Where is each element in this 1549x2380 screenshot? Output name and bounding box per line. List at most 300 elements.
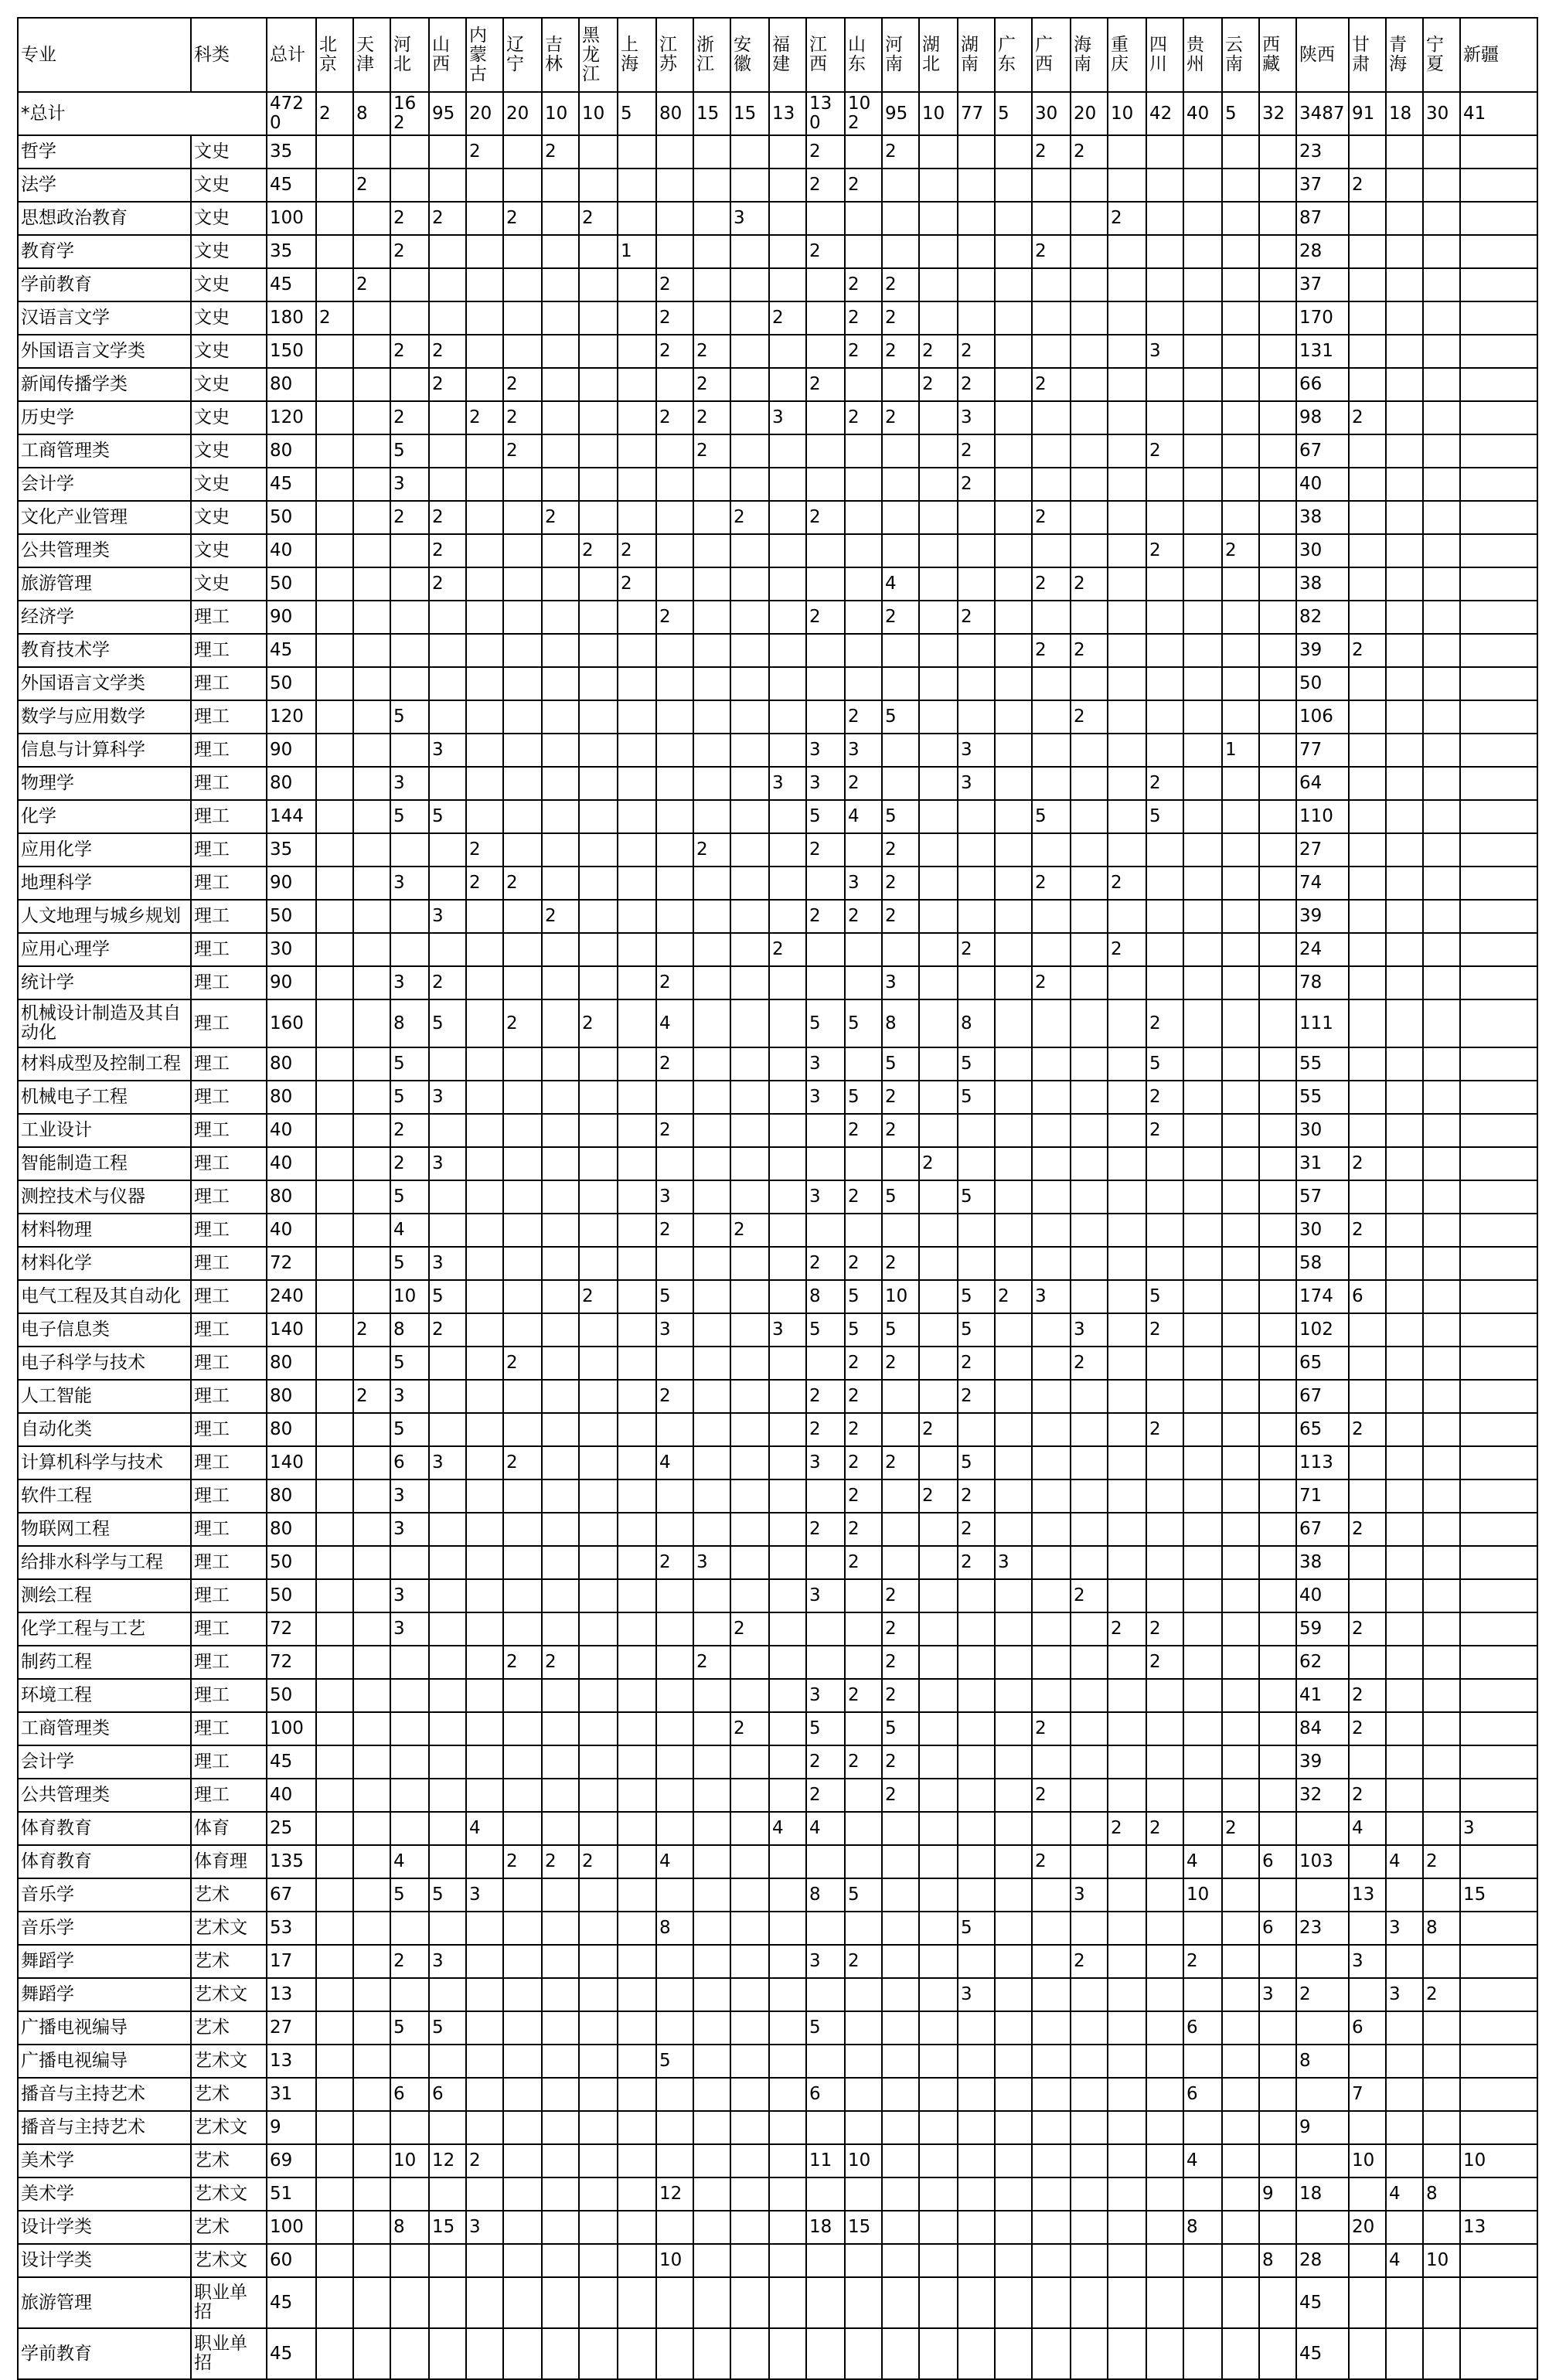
province-cell (730, 900, 769, 933)
province-cell (1259, 468, 1296, 501)
province-cell: 2 (429, 1313, 466, 1347)
province-cell (882, 2211, 919, 2244)
province-cell (919, 567, 958, 601)
province-cell (958, 301, 995, 335)
province-cell (618, 1313, 656, 1347)
category-cell: 理工 (191, 1114, 267, 1147)
province-cell: 8 (1423, 2177, 1460, 2211)
summary-province-cell: 20 (503, 92, 542, 135)
province-cell (1349, 501, 1386, 534)
province-cell (919, 1612, 958, 1646)
province-cell (466, 1347, 503, 1380)
province-cell (542, 634, 579, 667)
province-cell: 3 (1146, 335, 1183, 368)
province-cell: 8 (390, 2211, 429, 2244)
province-cell: 3 (806, 767, 845, 800)
province-cell (1108, 501, 1146, 534)
province-cell (995, 1114, 1032, 1147)
province-cell (316, 1878, 353, 1912)
province-cell: 2 (466, 135, 503, 169)
province-cell: 2 (390, 401, 429, 434)
province-cell: 2 (882, 1347, 919, 1380)
province-cell: 8 (1296, 2045, 1349, 2078)
summary-province-cell: 15 (693, 92, 730, 135)
province-cell (1108, 1280, 1146, 1313)
major-cell: 电子科学与技术 (18, 1347, 191, 1380)
province-cell (656, 933, 693, 966)
category-cell: 理工 (191, 1779, 267, 1812)
header-province: 陕西 (1296, 18, 1349, 92)
province-cell: 3 (769, 401, 806, 434)
province-cell (995, 999, 1032, 1047)
province-cell (958, 1612, 995, 1646)
province-cell (503, 1679, 542, 1712)
province-cell (769, 501, 806, 534)
major-cell: 人工智能 (18, 1380, 191, 1413)
province-cell (995, 202, 1032, 235)
province-cell (579, 2211, 618, 2244)
province-cell (882, 2045, 919, 2078)
province-cell (845, 434, 882, 468)
major-cell: 公共管理类 (18, 1779, 191, 1812)
province-cell (466, 667, 503, 700)
province-cell (1183, 1147, 1222, 1180)
province-cell: 3 (806, 1679, 845, 1712)
province-cell (1349, 1745, 1386, 1779)
province-cell (656, 1812, 693, 1845)
province-cell: 5 (806, 1313, 845, 1347)
province-cell (466, 1546, 503, 1579)
province-cell (693, 1712, 730, 1745)
province-cell (1222, 169, 1259, 202)
province-cell (618, 1114, 656, 1147)
province-cell (353, 867, 390, 900)
category-cell: 理工 (191, 966, 267, 999)
province-cell (1222, 767, 1259, 800)
province-cell (995, 1745, 1032, 1779)
province-cell (806, 1114, 845, 1147)
province-cell (1296, 2144, 1349, 2177)
province-cell (1259, 235, 1296, 268)
province-cell (1259, 1878, 1296, 1912)
province-cell (919, 767, 958, 800)
province-cell: 84 (1296, 1712, 1349, 1745)
province-cell (1183, 1646, 1222, 1679)
province-cell: 2 (693, 833, 730, 867)
province-cell: 3 (429, 900, 466, 933)
province-cell (316, 1513, 353, 1546)
header-province: 内蒙古 (466, 18, 503, 92)
province-cell (316, 1646, 353, 1679)
province-cell (769, 667, 806, 700)
province-cell (1108, 1845, 1146, 1878)
province-cell (1032, 1745, 1071, 1779)
province-cell: 6 (1183, 2011, 1222, 2045)
province-cell (1146, 1446, 1183, 1479)
province-cell (618, 335, 656, 368)
province-cell (1222, 900, 1259, 933)
province-cell (1349, 966, 1386, 999)
header-province: 吉林 (542, 18, 579, 92)
province-cell (542, 867, 579, 900)
total-cell: 50 (267, 900, 316, 933)
province-cell: 2 (845, 1413, 882, 1446)
province-cell (806, 2177, 845, 2211)
province-cell (1071, 2111, 1108, 2144)
province-cell: 2 (579, 202, 618, 235)
province-cell (542, 434, 579, 468)
province-cell: 2 (466, 833, 503, 867)
province-cell (390, 1646, 429, 1679)
province-cell: 10 (656, 2244, 693, 2277)
province-cell (579, 2177, 618, 2211)
province-cell (1222, 1978, 1259, 2011)
province-cell (730, 601, 769, 634)
province-cell (1259, 1081, 1296, 1114)
province-cell (1146, 1745, 1183, 1779)
province-cell (1071, 734, 1108, 767)
province-cell: 2 (1146, 434, 1183, 468)
province-cell (429, 1978, 466, 2011)
province-cell (958, 268, 995, 301)
province-cell (1259, 2045, 1296, 2078)
province-cell (1108, 1380, 1146, 1413)
province-cell: 4 (1183, 2144, 1222, 2177)
province-cell (1032, 2011, 1071, 2045)
province-cell (1349, 1646, 1386, 1679)
province-cell (995, 1679, 1032, 1712)
province-cell (806, 202, 845, 235)
category-cell: 理工 (191, 833, 267, 867)
province-cell (730, 368, 769, 401)
province-cell (806, 2111, 845, 2144)
province-cell: 4 (466, 1812, 503, 1845)
province-cell (1460, 1047, 1537, 1081)
province-cell (503, 1280, 542, 1313)
province-cell (1146, 1779, 1183, 1812)
header-province: 重庆 (1108, 18, 1146, 92)
total-cell: 160 (267, 999, 316, 1047)
province-cell (1071, 1646, 1108, 1679)
table-row (18, 501, 1537, 534)
province-cell: 2 (806, 135, 845, 169)
province-cell (466, 1147, 503, 1180)
province-cell (1460, 1978, 1537, 2011)
province-cell (316, 1313, 353, 1347)
province-cell (1183, 634, 1222, 667)
province-cell: 2 (693, 1646, 730, 1679)
province-cell: 6 (390, 2078, 429, 2111)
province-cell (1146, 401, 1183, 434)
province-cell (1423, 900, 1460, 933)
province-cell (958, 1679, 995, 1712)
province-cell: 170 (1296, 301, 1349, 335)
province-cell (1386, 534, 1423, 567)
province-cell (1423, 135, 1460, 169)
province-cell: 6 (806, 2078, 845, 2111)
province-cell (656, 1147, 693, 1180)
province-cell (919, 1247, 958, 1280)
province-cell (579, 2328, 618, 2379)
province-cell (958, 567, 995, 601)
province-cell (1183, 1280, 1222, 1313)
province-cell (1423, 335, 1460, 368)
province-cell (1222, 468, 1259, 501)
province-cell: 3 (958, 401, 995, 434)
province-cell: 2 (882, 135, 919, 169)
province-cell (806, 268, 845, 301)
province-cell (1183, 900, 1222, 933)
province-cell (693, 1047, 730, 1081)
province-cell: 5 (845, 1878, 882, 1912)
province-cell (1183, 434, 1222, 468)
province-cell (769, 235, 806, 268)
province-cell: 2 (542, 1646, 579, 1679)
province-cell (1386, 1214, 1423, 1247)
header-province: 湖南 (958, 18, 995, 92)
province-cell: 3 (882, 966, 919, 999)
province-cell (730, 1081, 769, 1114)
province-cell (579, 800, 618, 833)
province-cell (353, 634, 390, 667)
province-cell (316, 202, 353, 235)
province-cell (1032, 1413, 1071, 1446)
province-cell (1108, 1214, 1146, 1247)
province-cell (1259, 135, 1296, 169)
province-cell (845, 135, 882, 169)
total-cell: 27 (267, 2011, 316, 2045)
province-cell (316, 1214, 353, 1247)
province-cell: 4 (390, 1845, 429, 1878)
province-cell (1423, 1180, 1460, 1214)
province-cell (618, 301, 656, 335)
province-cell (316, 368, 353, 401)
province-cell (958, 900, 995, 933)
province-cell (316, 1945, 353, 1978)
province-cell (1386, 1180, 1423, 1214)
province-cell (1259, 268, 1296, 301)
province-cell (1259, 2111, 1296, 2144)
province-cell: 2 (693, 368, 730, 401)
province-cell (503, 1712, 542, 1745)
province-cell: 8 (958, 999, 995, 1047)
province-cell (316, 235, 353, 268)
province-cell (1146, 1479, 1183, 1513)
province-cell (1222, 1380, 1259, 1413)
province-cell (882, 2277, 919, 2328)
province-cell (542, 1413, 579, 1446)
province-cell (1460, 401, 1537, 434)
province-cell (1423, 1347, 1460, 1380)
province-cell: 5 (882, 1313, 919, 1347)
province-cell (1071, 2244, 1108, 2277)
province-cell (618, 1247, 656, 1280)
province-cell: 6 (429, 2078, 466, 2111)
province-cell (618, 2211, 656, 2244)
total-cell: 30 (267, 933, 316, 966)
province-cell (1259, 833, 1296, 867)
province-cell (390, 933, 429, 966)
province-cell (806, 2045, 845, 2078)
province-cell (958, 202, 995, 235)
summary-province-cell: 10 (579, 92, 618, 135)
province-cell (919, 301, 958, 335)
province-cell (1423, 235, 1460, 268)
province-cell (1032, 2045, 1071, 2078)
province-cell (1222, 202, 1259, 235)
province-cell (1460, 1347, 1537, 1380)
province-cell (995, 1978, 1032, 2011)
province-cell: 2 (730, 501, 769, 534)
province-cell: 2 (429, 501, 466, 534)
province-cell (882, 2244, 919, 2277)
province-cell (579, 169, 618, 202)
province-cell: 10 (390, 1280, 429, 1313)
province-cell (1349, 601, 1386, 634)
province-cell (919, 2011, 958, 2045)
province-cell (769, 900, 806, 933)
major-cell: 旅游管理 (18, 2277, 191, 2328)
province-cell: 2 (466, 2144, 503, 2177)
province-cell (1071, 2177, 1108, 2211)
table-row (18, 268, 1537, 301)
province-cell (995, 401, 1032, 434)
province-cell: 3 (769, 767, 806, 800)
province-cell (1222, 2211, 1259, 2244)
province-cell (1108, 567, 1146, 601)
province-cell (730, 335, 769, 368)
province-cell (1108, 1147, 1146, 1180)
province-cell: 13 (1460, 2211, 1537, 2244)
province-cell (919, 966, 958, 999)
province-cell: 2 (1423, 1845, 1460, 1878)
province-cell (730, 2111, 769, 2144)
province-cell (1071, 1812, 1108, 1845)
province-cell: 5 (390, 800, 429, 833)
province-cell: 2 (845, 1180, 882, 1214)
province-cell: 2 (882, 1612, 919, 1646)
enrollment-plan-document (17, 17, 1538, 2380)
province-cell (316, 2244, 353, 2277)
province-cell (1460, 767, 1537, 800)
province-cell (958, 2111, 995, 2144)
major-cell: 广播电视编导 (18, 2011, 191, 2045)
province-cell (466, 1845, 503, 1878)
province-cell (656, 2277, 693, 2328)
province-cell (1222, 800, 1259, 833)
province-cell (958, 1779, 995, 1812)
province-cell (656, 1247, 693, 1280)
province-cell (353, 335, 390, 368)
province-cell (1032, 1679, 1071, 1712)
province-cell (958, 2011, 995, 2045)
province-cell (995, 1612, 1032, 1646)
province-cell: 2 (503, 401, 542, 434)
table-row (18, 867, 1537, 900)
table-row (18, 1313, 1537, 1347)
table-row (18, 1214, 1537, 1247)
province-cell (618, 1081, 656, 1114)
province-cell: 2 (429, 202, 466, 235)
province-cell (466, 1646, 503, 1679)
major-cell: 自动化类 (18, 1413, 191, 1446)
province-cell (1460, 1214, 1537, 1247)
province-cell (1423, 1380, 1460, 1413)
province-cell (1386, 2328, 1423, 2379)
province-cell (806, 667, 845, 700)
province-cell (1259, 301, 1296, 335)
province-cell (995, 335, 1032, 368)
province-cell (1183, 301, 1222, 335)
province-cell (1460, 1413, 1537, 1446)
province-cell: 4 (1349, 1812, 1386, 1845)
province-cell (919, 1047, 958, 1081)
province-cell: 2 (919, 1479, 958, 1513)
province-cell (353, 1779, 390, 1812)
province-cell (1296, 1812, 1349, 1845)
province-cell (316, 1912, 353, 1945)
province-cell (429, 833, 466, 867)
province-cell: 4 (769, 1812, 806, 1845)
province-cell: 2 (806, 1380, 845, 1413)
province-cell: 39 (1296, 900, 1349, 933)
table-row (18, 1912, 1537, 1945)
province-cell: 2 (845, 700, 882, 734)
province-cell: 2 (316, 301, 353, 335)
province-cell (1071, 169, 1108, 202)
province-cell (542, 2011, 579, 2045)
total-cell: 90 (267, 966, 316, 999)
province-cell (542, 1214, 579, 1247)
province-cell (1222, 667, 1259, 700)
province-cell (919, 833, 958, 867)
province-cell (1222, 1878, 1259, 1912)
province-cell (1071, 966, 1108, 999)
province-cell (353, 1446, 390, 1479)
province-cell (1386, 1114, 1423, 1147)
province-cell (429, 2177, 466, 2211)
province-cell: 4 (806, 1812, 845, 1845)
province-cell: 2 (769, 933, 806, 966)
province-cell (316, 2078, 353, 2111)
province-cell (353, 1479, 390, 1513)
province-cell (579, 601, 618, 634)
province-cell (995, 2078, 1032, 2111)
province-cell (995, 2277, 1032, 2328)
province-cell (769, 1047, 806, 1081)
province-cell (769, 966, 806, 999)
province-cell (1423, 468, 1460, 501)
total-cell: 40 (267, 534, 316, 567)
province-cell (656, 700, 693, 734)
province-cell (730, 1745, 769, 1779)
province-cell (1146, 468, 1183, 501)
province-cell (730, 1845, 769, 1878)
province-cell (1071, 2011, 1108, 2045)
province-cell (1349, 1579, 1386, 1612)
province-cell (1259, 1347, 1296, 1380)
province-cell (542, 2111, 579, 2144)
province-cell (542, 235, 579, 268)
major-cell: 舞蹈学 (18, 1978, 191, 2011)
province-cell (919, 1845, 958, 1878)
province-cell (503, 2011, 542, 2045)
major-cell: 物联网工程 (18, 1513, 191, 1546)
province-cell: 5 (390, 1047, 429, 1081)
province-cell (1071, 235, 1108, 268)
province-cell: 5 (1146, 800, 1183, 833)
province-cell (390, 135, 429, 169)
